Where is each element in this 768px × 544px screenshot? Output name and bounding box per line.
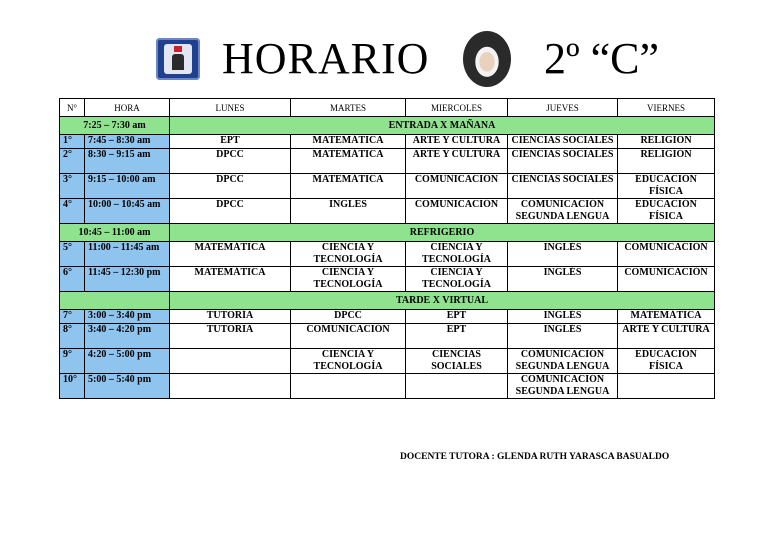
cell-lunes xyxy=(170,349,291,374)
cell-miercoles: EPT xyxy=(406,324,508,349)
cell-lunes: MATEMÁTICA xyxy=(170,267,291,292)
row-number: 6° xyxy=(60,267,85,292)
table-row xyxy=(60,267,715,292)
row-number: 7° xyxy=(60,310,85,324)
schedule-table xyxy=(59,98,715,399)
cell-viernes: EDUCACIÓN FÍSICA xyxy=(618,174,715,199)
row-time: 3:40 – 4:20 pm xyxy=(85,324,170,349)
band-time: 7:25 – 7:30 am xyxy=(60,117,170,135)
row-time: 5:00 – 5:40 pm xyxy=(85,374,170,399)
table-row xyxy=(60,374,715,399)
cell-lunes: DPCC xyxy=(170,149,291,174)
band-row-tarde xyxy=(60,292,715,310)
table-row xyxy=(60,242,715,267)
cell-viernes xyxy=(618,374,715,399)
band-label: REFRIGERIO xyxy=(170,224,715,242)
cell-viernes: EDUCACIÓN FÍSICA xyxy=(618,199,715,224)
cell-jueves: COMUNICACIÓN SEGUNDA LENGUA xyxy=(508,199,618,224)
cell-lunes: TUTORIA xyxy=(170,324,291,349)
row-number: 5° xyxy=(60,242,85,267)
patron-portrait-icon xyxy=(463,31,511,87)
cell-jueves: CIENCIAS SOCIALES xyxy=(508,149,618,174)
column-header-lunes: LUNES xyxy=(170,99,291,117)
page-header xyxy=(0,28,768,90)
cell-miercoles: ARTE Y CULTURA xyxy=(406,135,508,149)
table-row xyxy=(60,349,715,374)
cell-martes: DPCC xyxy=(291,310,406,324)
table-row xyxy=(60,199,715,224)
cell-miercoles: CIENCIAS SOCIALES xyxy=(406,349,508,374)
band-row-manana xyxy=(60,117,715,135)
table-row xyxy=(60,135,715,149)
cell-lunes: MATEMÁTICA xyxy=(170,242,291,267)
column-header-miercoles: MIERCOLES xyxy=(406,99,508,117)
band-row-refrigerio xyxy=(60,224,715,242)
band-time-empty xyxy=(60,292,170,310)
row-number: 10° xyxy=(60,374,85,399)
cell-martes: MATEMÁTICA xyxy=(291,135,406,149)
teacher-footer: DOCENTE TUTORA : GLENDA RUTH YARASCA BASUALDO xyxy=(400,452,670,462)
table-row xyxy=(60,310,715,324)
row-time: 11:00 – 11:45 am xyxy=(85,242,170,267)
grade-label: 2º “C” xyxy=(544,34,660,83)
cell-miercoles: EPT xyxy=(406,310,508,324)
cell-miercoles: CIENCIA Y TECNOLOGÍA xyxy=(406,242,508,267)
cell-lunes: EPT xyxy=(170,135,291,149)
school-crest-icon xyxy=(156,38,200,80)
cell-jueves: INGLÉS xyxy=(508,242,618,267)
table-row xyxy=(60,174,715,199)
cell-viernes: EDUCACIÓN FÍSICA xyxy=(618,349,715,374)
cell-jueves: INGLÉS xyxy=(508,324,618,349)
cell-martes xyxy=(291,374,406,399)
row-number: 3° xyxy=(60,174,85,199)
table-header-row xyxy=(60,99,715,117)
cell-martes: CIENCIA Y TECNOLOGÍA xyxy=(291,242,406,267)
row-time: 9:15 – 10:00 am xyxy=(85,174,170,199)
table-row xyxy=(60,149,715,174)
cell-lunes: TUTORÍA xyxy=(170,310,291,324)
cell-viernes: COMUNICACIÓN xyxy=(618,242,715,267)
cell-jueves: INGLÉS xyxy=(508,267,618,292)
column-header-number: N° xyxy=(60,99,85,117)
cell-viernes: RELIGION xyxy=(618,135,715,149)
cell-martes: COMUNICACIÓN xyxy=(291,324,406,349)
cell-martes: CIENCIA Y TECNOLOGÍA xyxy=(291,349,406,374)
cell-viernes: RELIGIÓN xyxy=(618,149,715,174)
cell-jueves: COMUNICACIÓN SEGUNDA LENGUA xyxy=(508,374,618,399)
cell-martes: INGLES xyxy=(291,199,406,224)
band-label: ENTRADA X MAÑANA xyxy=(170,117,715,135)
table-row xyxy=(60,324,715,349)
cell-miercoles xyxy=(406,374,508,399)
row-time: 8:30 – 9:15 am xyxy=(85,149,170,174)
column-header-viernes: VIERNES xyxy=(618,99,715,117)
row-number: 2° xyxy=(60,149,85,174)
band-time: 10:45 – 11:00 am xyxy=(60,224,170,242)
row-time: 3:00 – 3:40 pm xyxy=(85,310,170,324)
cell-miercoles: ARTE Y CULTURA xyxy=(406,149,508,174)
cell-jueves: COMUNICACIÓN SEGUNDA LENGUA xyxy=(508,349,618,374)
cell-jueves: CIENCIAS SOCIALES xyxy=(508,135,618,149)
cell-miercoles: CIENCIA Y TECNOLOGÍA xyxy=(406,267,508,292)
row-time: 4:20 – 5:00 pm xyxy=(85,349,170,374)
cell-viernes: ARTE Y CULTURA xyxy=(618,324,715,349)
row-time: 7:45 – 8:30 am xyxy=(85,135,170,149)
cell-lunes: DPCC xyxy=(170,174,291,199)
column-header-martes: MARTES xyxy=(291,99,406,117)
cell-jueves: CIENCIAS SOCIALES xyxy=(508,174,618,199)
page-title: HORARIO xyxy=(222,34,430,83)
cell-viernes: MATEMÁTICA xyxy=(618,310,715,324)
row-number: 8° xyxy=(60,324,85,349)
cell-martes: CIENCIA Y TECNOLOGÍA xyxy=(291,267,406,292)
row-number: 1° xyxy=(60,135,85,149)
cell-miercoles: COMUNICACIÓN xyxy=(406,174,508,199)
column-header-jueves: JUEVES xyxy=(508,99,618,117)
row-number: 4° xyxy=(60,199,85,224)
cell-martes: MATEMÁTICA xyxy=(291,149,406,174)
cell-lunes xyxy=(170,374,291,399)
cell-jueves: INGLÉS xyxy=(508,310,618,324)
row-time: 11:45 – 12:30 pm xyxy=(85,267,170,292)
row-number: 9° xyxy=(60,349,85,374)
column-header-hora: HORA xyxy=(85,99,170,117)
row-time: 10:00 – 10:45 am xyxy=(85,199,170,224)
cell-viernes: COMUNICACIÓN xyxy=(618,267,715,292)
cell-miercoles: COMUNICACIÓN xyxy=(406,199,508,224)
cell-martes: MATEMÁTICA xyxy=(291,174,406,199)
band-label: TARDE X VIRTUAL xyxy=(170,292,715,310)
cell-lunes: DPCC xyxy=(170,199,291,224)
